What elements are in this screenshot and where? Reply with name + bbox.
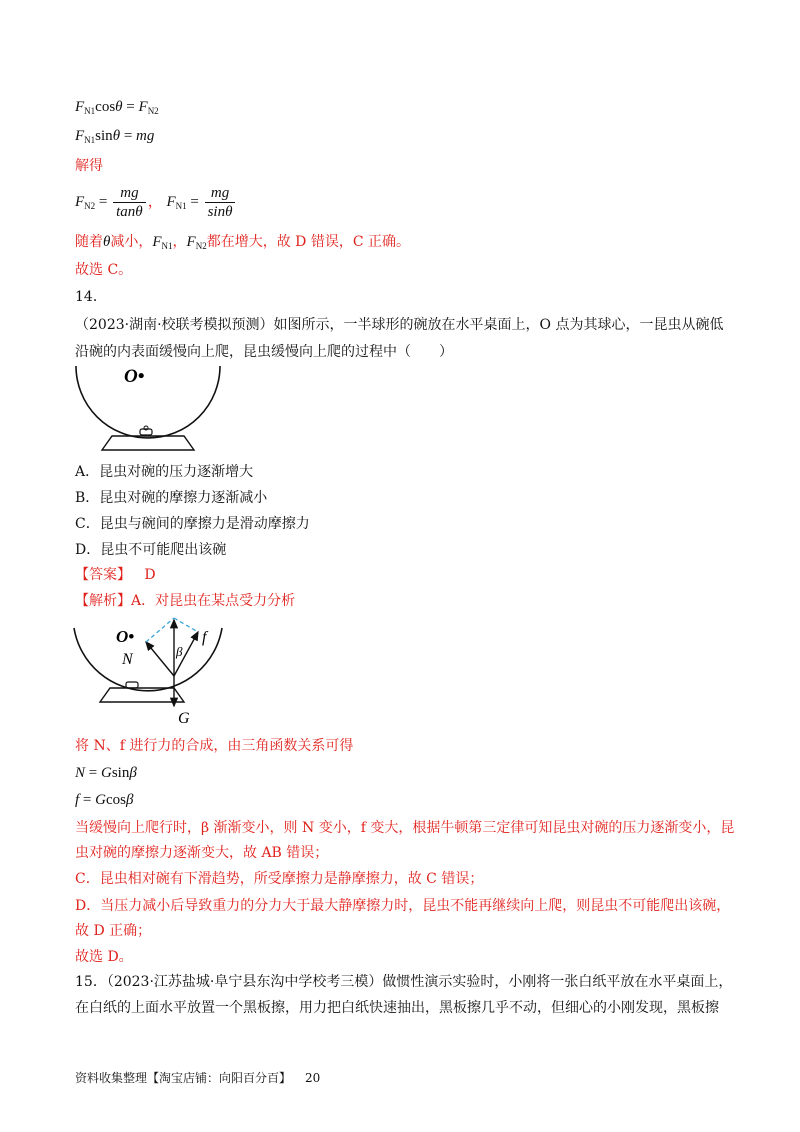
question-15-line-2: 在白纸的上面水平放置一个黑板擦，用力把白纸快速抽出，黑板擦几乎不动，但细心的小刚发现，黑板擦 bbox=[75, 1000, 719, 1016]
option-b[interactable]: B．昆虫对碗的摩擦力逐渐减小 bbox=[75, 490, 268, 506]
combine-text: 将 N、f 进行力的合成，由三角函数关系可得 bbox=[75, 738, 354, 754]
center-o-label: O• bbox=[124, 366, 145, 387]
answer-14-line: 【答案】 D bbox=[75, 567, 156, 583]
page-footer bbox=[75, 1069, 320, 1086]
analysis-line: 【解析】A．对昆虫在某点受力分析 bbox=[75, 593, 296, 609]
gravity-label: G bbox=[178, 710, 190, 727]
bowl-figure bbox=[70, 362, 230, 454]
question-15-line-1: 15．（2023·江苏盐城·阜宁县东沟中学校考三模）做惯性演示实验时，小刚将一张白纸平放在水平桌面上， bbox=[75, 974, 733, 990]
answer-13: 故选 C。 bbox=[75, 262, 133, 278]
analysis-para-2: C．昆虫相对碗有下滑趋势，所受摩擦力是静摩擦力，故 C 错误； bbox=[75, 871, 484, 887]
conclusion-13: 随着θ减小，$F_{N1}$，$F_{N2}$都在增大，故 D 错误，C 正确。 bbox=[75, 234, 411, 251]
beta-label: β bbox=[176, 644, 183, 659]
center-o-label-2: O• bbox=[116, 627, 135, 646]
analysis-para-1-line-1: 当缓慢向上爬行时，β 渐渐变小，则 N 变小，f 变大，根据牛顿第三定律可知昆虫对碗的压力逐渐变小，昆 bbox=[75, 820, 735, 836]
analysis-para-1-line-2: 虫对碗的摩擦力逐渐变大，故 AB 错误； bbox=[75, 845, 329, 861]
option-c[interactable]: C．昆虫与碗间的摩擦力是滑动摩擦力 bbox=[75, 516, 310, 532]
solve-label: 解得 bbox=[75, 158, 103, 174]
analysis-para-3-line-1: D．当压力减小后导致重力的分力大于最大静摩擦力时，昆虫不能再继续向上爬，则昆虫不可能爬出该碗， bbox=[75, 898, 731, 914]
equation-fn1-sin: $F_{N1}\sin\theta$ = mg bbox=[75, 128, 155, 145]
analysis-para-3-line-2: 故 D 正确； bbox=[75, 923, 152, 939]
question-14-number: 14． bbox=[75, 289, 107, 305]
friction-label: f bbox=[202, 629, 207, 646]
equation-fractions: $F_{N2}$ = $\frac{mg}{\tan\theta}$ ， $F_{N1}$ = $\frac{mg}{\sin\theta}$ bbox=[75, 182, 237, 226]
option-d[interactable]: D．昆虫不可能爬出该碗 bbox=[75, 542, 227, 558]
normal-force-label: N bbox=[122, 651, 133, 668]
question-14-text-2: 沿碗的内表面缓慢向上爬，昆虫缓慢向上爬的过程中（ ） bbox=[75, 344, 453, 360]
equation-fn1-cos: $F_{N1}\cos\theta = F_{N2}$ bbox=[75, 99, 159, 116]
equation-n: N = Gsinβ bbox=[75, 765, 137, 781]
option-a[interactable]: A．昆虫对碗的压力逐渐增大 bbox=[75, 464, 254, 480]
page-number: 20 bbox=[305, 1071, 321, 1085]
question-14-text-1: （2023·湖南·校联考模拟预测）如图所示，一半球形的碗放在水平桌面上，O 点为其球心，一昆虫从碗低 bbox=[75, 317, 724, 333]
footer-text: 资料收集整理【淘宝店铺：向阳百分百】 bbox=[75, 1071, 292, 1085]
force-diagram bbox=[66, 610, 226, 730]
equation-f: f = Gcosβ bbox=[75, 792, 134, 808]
answer-14: 故选 D。 bbox=[75, 949, 133, 965]
